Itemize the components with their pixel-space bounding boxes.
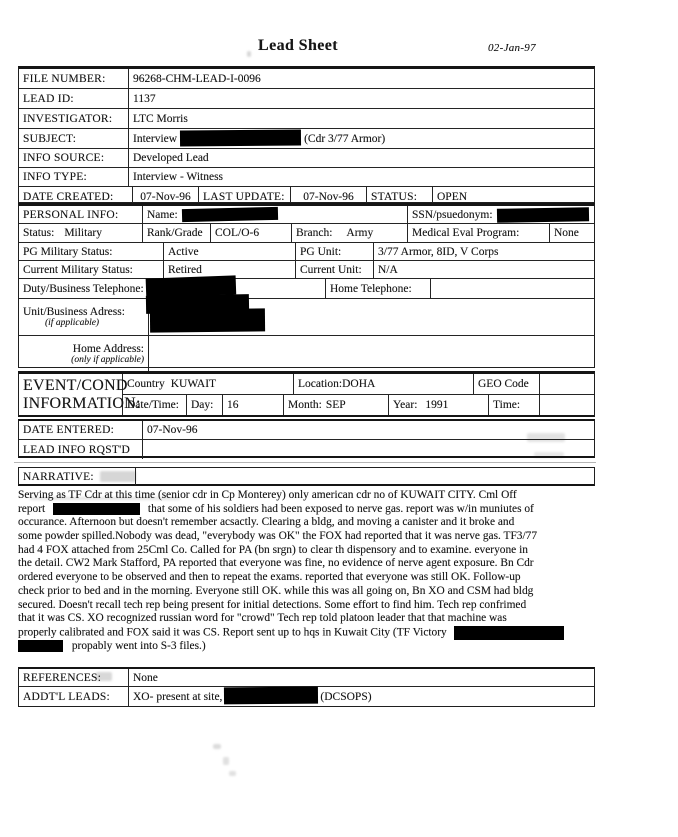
narrative-header-value [136,468,594,485]
addtl-leads-label: ADDT'L LEADS: [19,687,129,707]
pg-status-label: PG Military Status: [19,243,164,260]
pg-unit-label: PG Unit: [296,243,374,260]
narrative-line: some powder spilled.Nobody was dead, "everybody was OK" the FOX had reported that it was nerve gas. TF3/77 [18,530,538,543]
page-title: Lead Sheet [258,37,338,54]
event-location-row [123,374,594,395]
narrative-line: propably went into S-3 files.) [18,640,596,654]
event-datetime-row [123,395,594,415]
home-address-row [19,336,594,371]
redaction-bar [150,308,265,332]
status-field: Status: Military [19,224,143,242]
print-date: 02-Jan-97 [488,42,536,54]
lead-info-row [19,440,594,459]
geo-code-label: GEO Code [474,374,540,394]
narrative-line: check prior to bed and in the morning. Everyone still OK. while this was all going on, Bn XO and CSM had bldg [18,584,534,597]
day-label: Day: [187,395,223,415]
branch-field: Branch: Army [292,224,408,242]
redaction-bar [18,640,63,652]
narrative-line: occurance. Afternoon but doesn't remember acsactly. Clearing a bldg, and moving a canister and it broke and [18,516,515,529]
narrative-header-row [19,468,594,485]
personal-info-section [18,203,595,368]
narrative-line: properly calibrated and FOX said it was CS. Report sent up to hqs in Kuwait City (TF Victory [18,626,596,640]
event-section [18,371,595,417]
tracking-section [18,419,595,458]
file-number-label: FILE NUMBER: [19,69,129,88]
ssn-field: SSN/psuedonym: [408,206,594,223]
narrative-body [18,489,596,653]
scan-rule [14,462,596,463]
info-type-value: Interview - Witness [133,171,224,183]
time-value [540,395,594,415]
status-row [19,224,594,243]
date-entered-row [19,421,594,440]
narrative-line: had 4 FOX attached from 25Cml Co. Called for PA (bn srgn) to clear th dispensory and to examine. everyone in [18,543,528,556]
current-status-label: Current Military Status: [19,261,164,278]
personal-info-label: PERSONAL INFO: [19,206,143,223]
scan-artifact [223,757,229,765]
pg-status-row [19,243,594,261]
narrative-label: NARRATIVE: [19,468,136,485]
current-unit-label: Current Unit: [296,261,374,278]
current-status-row [19,261,594,279]
unit-address-label: Unit/Business Adress: (if applicable) [19,299,149,335]
info-source-label: INFO SOURCE: [19,149,129,167]
redaction-bar [224,686,318,704]
lead-id-value: 1137 [133,92,156,105]
geo-code-value [540,374,594,394]
pg-unit-value: 3/77 Armor, 8ID, V Corps [378,245,499,258]
narrative-section [18,467,595,486]
rank-value: COL/O-6 [211,224,292,242]
subject-row [19,129,594,149]
redaction-bar [182,207,278,222]
narrative-line: that it was CS. XO recognized russian word for "crowd" Tech rep told platoon leader that that machine was [18,612,507,625]
home-address-label: Home Address: (only if applicable) [19,336,149,371]
day-value: 16 [223,395,284,415]
info-source-value: Developed Lead [133,152,209,164]
scan-artifact [247,51,251,57]
lead-id-row [19,89,594,109]
rank-label: Rank/Grade [143,224,211,242]
redaction-bar [496,207,588,223]
info-type-row [19,168,594,187]
home-phone-value [431,279,594,298]
investigator-row [19,109,594,129]
date-created-label: DATE CREATED: [19,187,133,206]
references-value: None [133,671,158,684]
lead-id-section [18,66,595,203]
location-field: Location: DOHA [294,374,474,394]
lead-info-value [143,440,594,459]
home-phone-label: Home Telephone: [326,279,431,298]
month-field: Month: SEP [284,395,389,415]
home-address-value [149,336,594,371]
lead-info-label: LEAD INFO RQST'D [19,440,143,459]
subject-label: SUBJECT: [19,129,129,148]
references-label: REFERENCES: [19,669,129,686]
date-created-value: 07-Nov-96 [133,187,199,206]
redaction-bar [180,129,301,146]
status-label: STATUS: [367,187,433,206]
narrative-line: Serving as TF Cdr at this time (senior cdr in Cp Monterey) only american cdr no of KUWAIT CITY. Cml Off [18,489,517,501]
investigator-value: LTC Morris [133,112,188,125]
status-value: OPEN [437,190,468,203]
datetime-label: Date/Time: [123,395,187,415]
time-label: Time: [489,395,540,415]
scan-artifact [229,771,236,776]
date-entered-label: DATE ENTERED: [19,421,143,439]
investigator-label: INVESTIGATOR: [19,109,129,128]
redaction-bar [53,503,140,515]
current-unit-value: N/A [378,263,398,276]
last-update-label: LAST UPDATE: [199,187,291,206]
references-row [19,669,594,687]
telephone-row [19,279,594,299]
subject-value: Interview (Cdr 3/77 Armor) [129,129,594,148]
redaction-bar [454,626,564,640]
scan-artifact [213,744,221,749]
last-update-value: 07-Nov-96 [291,187,367,206]
personal-info-row [19,206,594,224]
addtl-leads-value: XO- present at site, (DCSOPS) [129,687,594,707]
info-source-row [19,149,594,168]
event-section-label: EVENT/COND INFORMATION: [19,374,123,415]
addtl-leads-row [19,687,594,707]
date-entered-value: 07-Nov-96 [147,424,198,436]
narrative-line: ordered everyone to be observed and then to repeat the exams. reported that everyone was still OK. Follow-up [18,571,521,584]
narrative-line: the detail. CW2 Mark Stafford, PA reported that everyone was fine, no evidence of nerve agent exposure. Bn Cdr [18,557,534,570]
narrative-line: secured. Doesn't recall tech rep being present for initial detections. Some effort to find him. Tech rep confrimed [18,598,527,611]
medical-label: Medical Eval Program: [408,224,550,242]
lead-id-label: LEAD ID: [19,89,129,108]
year-field: Year: 1991 [389,395,489,415]
current-status-value: Retired [164,261,296,278]
medical-value: None [554,227,579,239]
unit-address-row [19,299,594,336]
pg-status-value: Active [164,243,296,260]
country-field: Country KUWAIT [123,374,294,394]
file-number-value: 96268-CHM-LEAD-I-0096 [133,72,261,85]
duty-phone-field: Duty/Business Telephone: [19,279,326,298]
file-number-row [19,69,594,89]
narrative-line: report that some of his soldiers had been exposed to nerve gas. report was w/in muniutes of [18,502,534,515]
info-type-label: INFO TYPE: [19,168,129,186]
name-field: Name: [143,206,408,223]
references-section [18,667,595,707]
event-grid [123,374,594,415]
